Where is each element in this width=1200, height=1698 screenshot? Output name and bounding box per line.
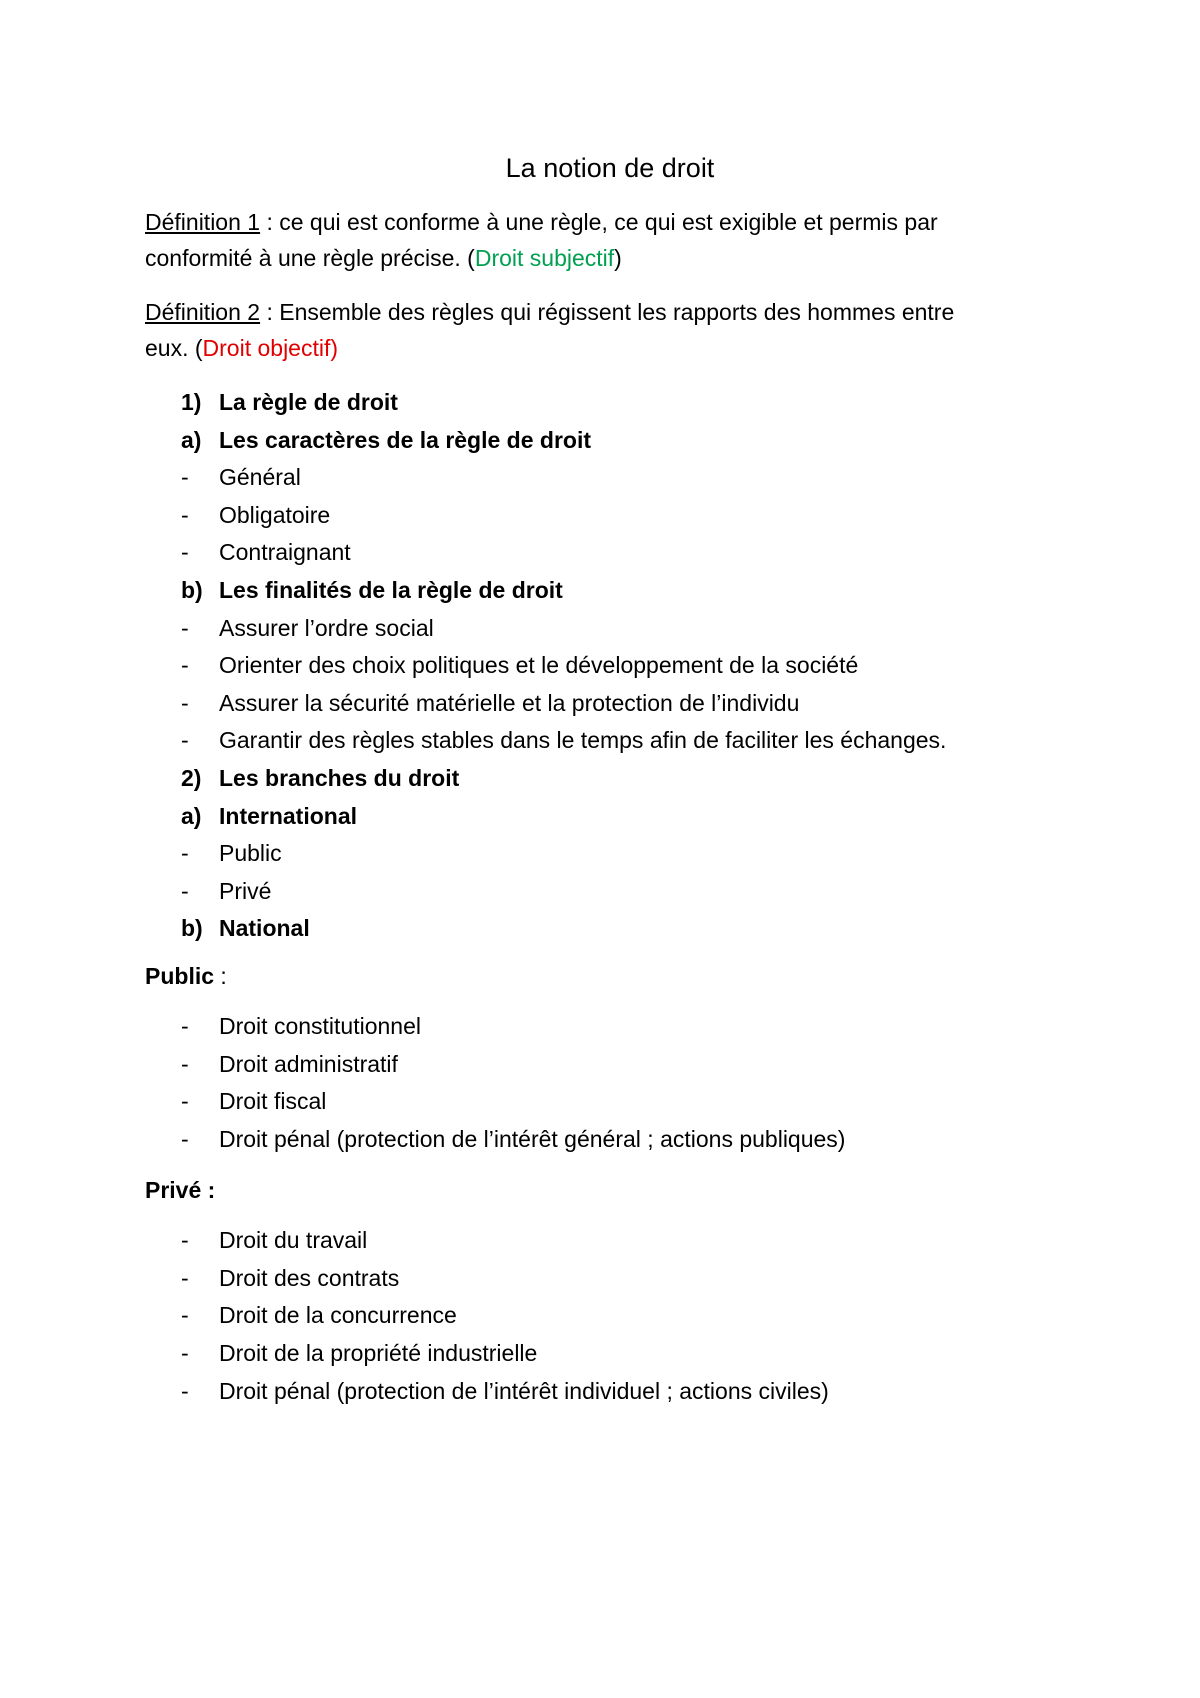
definition-1-tag: Droit subjectif (474, 245, 615, 271)
list-item (145, 1297, 1075, 1335)
list-item (145, 1121, 1075, 1159)
prive-label: Privé : (145, 1177, 216, 1204)
outline-item (145, 722, 1075, 760)
list-item-text: Obligatoire (219, 501, 331, 528)
outline-heading (145, 798, 1075, 836)
public-list (145, 1008, 1075, 1158)
definition-1 (145, 204, 1075, 276)
list-item-text: Droit du travail (219, 1227, 368, 1254)
list-marker: - (181, 1088, 189, 1115)
definition-1-text-line1: ce qui est conforme à une règle, ce qui est exigible et permis par (279, 209, 938, 235)
list-item-text: Assurer la sécurité matérielle et la protection de l’individu (219, 689, 800, 716)
list-marker: a) (181, 802, 202, 829)
list-marker: - (181, 1050, 189, 1077)
list-item (145, 1083, 1075, 1121)
definition-2-sep: : (260, 299, 280, 325)
public-label: Public (145, 962, 215, 989)
definition-1-close: ) (614, 245, 622, 271)
list-item-text: Droit pénal (protection de l’intérêt individuel ; actions civiles) (219, 1377, 829, 1404)
list-marker: - (181, 539, 189, 566)
list-marker: - (181, 689, 189, 716)
list-item (145, 1260, 1075, 1298)
outline-list (145, 384, 1075, 948)
definition-2-text-line2: eux. ( (145, 335, 203, 361)
list-item-text: Droit administratif (219, 1050, 398, 1077)
list-marker: - (181, 652, 189, 679)
list-marker: - (181, 464, 189, 491)
list-marker: b) (181, 576, 203, 603)
list-marker: 1) (181, 389, 202, 415)
list-item-text: International (219, 802, 358, 829)
prive-list (145, 1222, 1075, 1410)
outline-heading (145, 760, 1075, 798)
list-marker: - (181, 1227, 189, 1254)
outline-item (145, 647, 1075, 685)
document-title: La notion de droit (505, 153, 715, 183)
definition-2 (145, 294, 1075, 366)
list-item-text: Droit des contrats (219, 1264, 400, 1291)
definition-2-tag: Droit objectif) (202, 335, 339, 361)
list-item-text: Les finalités de la règle de droit (219, 576, 563, 603)
list-item-text: Droit pénal (protection de l’intérêt général ; actions publiques) (219, 1125, 846, 1152)
list-marker: - (181, 1012, 189, 1039)
prive-section-label (145, 1172, 1075, 1208)
list-item-text: Droit de la concurrence (219, 1302, 457, 1329)
list-item-text: Les caractères de la règle de droit (219, 426, 592, 453)
definition-2-label: Définition 2 (145, 299, 261, 325)
list-marker: b) (181, 915, 203, 942)
list-item-text: Contraignant (219, 539, 351, 566)
public-label-sep: : (214, 962, 227, 989)
definition-1-label: Définition 1 (145, 209, 261, 235)
list-marker: - (181, 1264, 189, 1291)
list-marker: - (181, 727, 189, 754)
list-item-text: National (219, 915, 310, 942)
list-item (145, 1222, 1075, 1260)
definition-1-sep: : (260, 209, 280, 235)
list-marker: - (181, 1377, 189, 1404)
list-marker: - (181, 1125, 189, 1152)
list-item (145, 1046, 1075, 1084)
list-item-text: Droit de la propriété industrielle (219, 1340, 538, 1367)
list-item-text: Assurer l’ordre social (219, 614, 434, 641)
list-item-text: Privé (219, 877, 272, 904)
list-marker: 2) (181, 764, 202, 791)
list-item-text: Les branches du droit (219, 764, 460, 791)
outline-item (145, 685, 1075, 723)
list-item-text: Général (219, 464, 301, 491)
list-marker: - (181, 614, 189, 641)
outline-item (145, 835, 1075, 873)
list-item-text: La règle de droit (219, 389, 398, 415)
list-marker: - (181, 501, 189, 528)
definition-1-text-line2: conformité à une règle précise. ( (145, 245, 475, 271)
list-item (145, 1008, 1075, 1046)
list-marker: - (181, 1340, 189, 1367)
definition-2-text-line1: Ensemble des règles qui régissent les rapports des hommes entre (279, 299, 955, 325)
outline-item (145, 873, 1075, 911)
list-item-text: Droit fiscal (219, 1088, 327, 1115)
list-marker: - (181, 840, 189, 867)
list-item (145, 1335, 1075, 1373)
outline-heading (145, 422, 1075, 460)
outline-item (145, 497, 1075, 535)
outline-item (145, 459, 1075, 497)
list-item-text: Droit constitutionnel (219, 1012, 421, 1039)
outline-heading (145, 572, 1075, 610)
outline-item (145, 534, 1075, 572)
public-section-label (145, 958, 1075, 994)
list-item-text: Garantir des règles stables dans le temps afin de faciliter les échanges. (219, 727, 947, 754)
list-item-text: Public (219, 840, 282, 867)
list-marker: - (181, 877, 189, 904)
list-item (145, 1373, 1075, 1411)
list-item-text: Orienter des choix politiques et le développement de la société (219, 652, 859, 679)
outline-heading (145, 384, 1075, 422)
outline-item (145, 610, 1075, 648)
document-content (145, 150, 1075, 1410)
list-marker: - (181, 1302, 189, 1329)
outline-heading (145, 910, 1075, 948)
list-marker: a) (181, 426, 202, 453)
